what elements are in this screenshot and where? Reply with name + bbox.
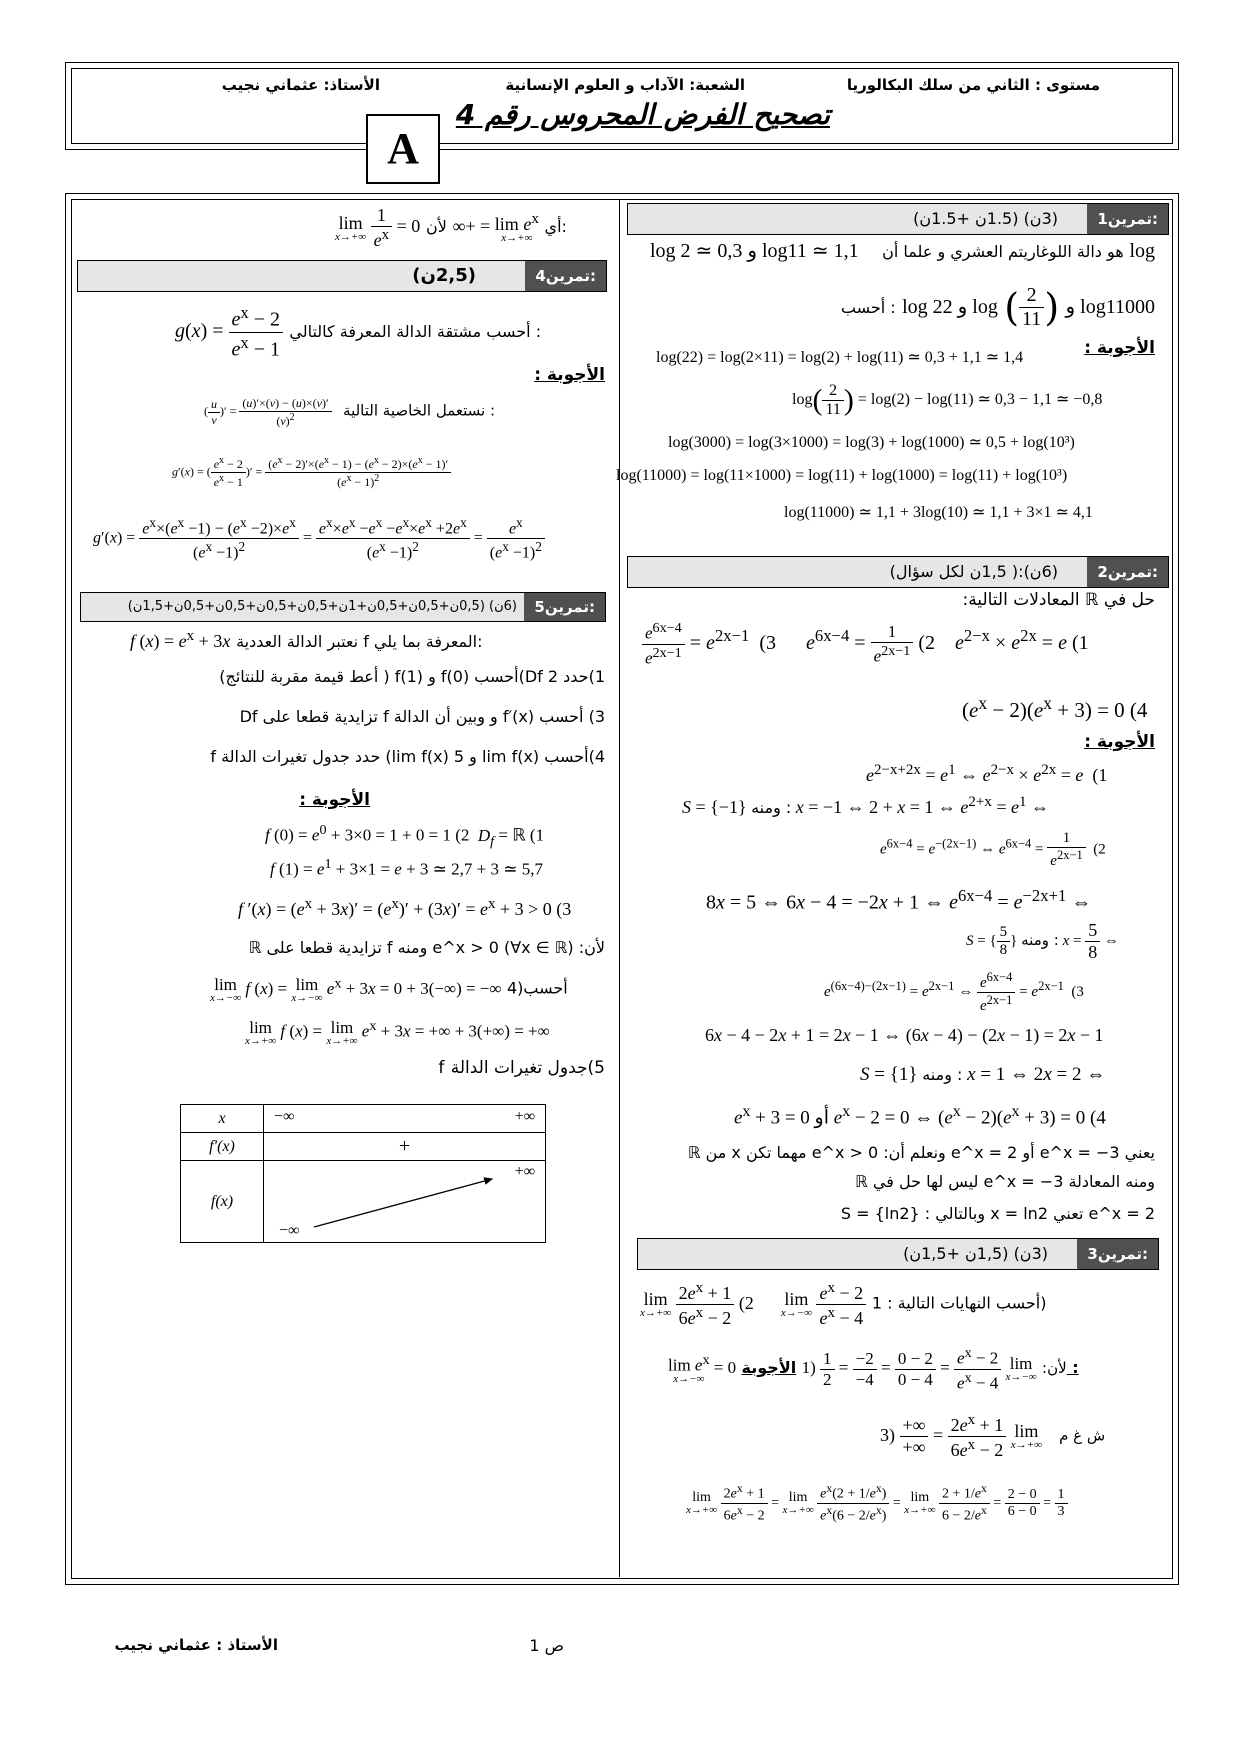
exercise4-bar [77, 260, 607, 292]
ex5-q1: 1)حدد Df 2)أحسب f(0) و f(1) ( أعط قيمة مقربة للنتائج) [219, 667, 605, 686]
exercise2-bar [627, 556, 1169, 588]
branch-label: الشعبة: الآداب و العلوم الإنسانية [505, 76, 745, 94]
exercise3-tag: تمرين3: [1077, 1239, 1158, 1269]
table-row-f-variation [264, 1161, 546, 1243]
ex2-r1a: $e^{2-x+2x} = e^1$ ⇔ $e^{2-x} \times e^{2x} = e$ (1 [866, 762, 1108, 785]
ex2-r2c: S = { $\frac{5}{8}$ } ومنه : x = $\frac{5}{8}$ ⇔ [966, 920, 1119, 962]
exercise2-tag: تمرين2: [1087, 557, 1168, 587]
ex4-property-label: نستعمل الخاصية التالية : [343, 401, 496, 420]
ex5-answers-label: الأجوبة : [299, 790, 370, 810]
ex2-r1b: S = {−1} ومنه : x = −1 ⇔ 2 + x = 1 ⇔ $e^{2+x} = e^1$ ⇔ [682, 794, 1050, 817]
exercise4-tag: تمرين4: [525, 261, 606, 291]
ex1-compute-label: أحسب : [840, 298, 896, 317]
exercise1-points: (3ن) (1.5ن +1.5ن) [913, 209, 1058, 228]
ex5-a5: 5)جدول تغيرات الدالة f [438, 1058, 605, 1078]
table-row-fp-label: f′(x) [181, 1133, 264, 1161]
ex2-and-so-3: ومنه : [922, 1065, 963, 1084]
ex3-answer-1-line: $\lim e^x$ x→−∞ = 0 لأن: lim x→−∞ $\frac{e^x - 2}{e^x - 4}$ = $\frac{0 - 2}{0 - 4}$ = $\frac{-2}{-4}$ = $\frac{1}{2}$ (1 الأجوبة : [668, 1345, 1079, 1393]
table-plus-inf: +∞ [514, 1108, 535, 1125]
left-top-limits: lim x→+∞ $\frac{1}{e^x}$ = 0 أي $\lim e^x$ x→+∞ = +∞ لأن: [335, 205, 567, 250]
ex1-answers-label: الأجوبة : [1084, 338, 1155, 358]
exercise3-points: (3ن) (1,5ن +1,5ن) [903, 1244, 1048, 1263]
ex1-answer-2: = log(2) − log(11) ≃ 0,3 − 1,1 ≃ −0,8 [857, 391, 1103, 409]
ex1-statement: هو دالة اللوغاريتم العشري و علما أن [882, 242, 1124, 261]
exercise5-points: (6ن) (0,5ن+0,5ن+0,5ن+1ن+0,5ن+0,5ن+0,5ن+0,5ن+1,5ن) [127, 599, 517, 614]
exercise4-points: (2,5ن) [412, 265, 476, 286]
ex5-a2: f $(1) = e^1 + 3\times 1 = e + 3$ ≃ 2,7 + 3 ≃ 5,7 [270, 856, 544, 879]
ex2-r2a: $e^{6x-4} = e^{-(2x-1)}$ ⇔ $e^{6x-4}$ = $\frac{1}{e^{2x-1}}$ (2 [880, 830, 1106, 869]
exercise1-tag: تمرين1: [1087, 204, 1168, 234]
ex3-question-line: lim x→+∞ $\frac{2e^x + 1}{6e^x - 2}$ (2 lim x→−∞ $\frac{e^x - 2}{e^x - 4}$ أحسب النهايات التالية : 1) [640, 1280, 1047, 1328]
variation-table [180, 1104, 546, 1243]
ex5-q4: 4)أحسب lim f(x) و lim f(x) 5) حدد جدول تغيرات الدالة f [210, 747, 605, 766]
version-box: A [366, 114, 440, 184]
ex5-a4-line2: lim x→+∞ f (x) = lim x→+∞ $e^x + 3x$ = +∞ + 3(+∞) = +∞ [245, 1017, 550, 1047]
exercise1-bar [627, 203, 1169, 235]
ex3-answer-3-line: lim x→+∞ $\frac{2e^x + 1}{6e^x - 2}$ = lim x→+∞ $\frac{e^x(2 + 1/e^x)}{e^x(6 - 2/e^x)}$ = lim x→+∞ $\frac{2 + 1/e^x}{6 - 2/e^x}$ = $\frac{2 - 0}{6 - 0}$ = $\frac{1}{3}$ [686, 1482, 1068, 1524]
level-label: مستوى : الثاني من سلك البكالوريا [846, 76, 1100, 94]
ex1-answer-4: log(11000) = log(11×1000) = log(11) + log(1000) = log(11) + log(10³) [616, 467, 1068, 484]
ex1-answer-2-line: log( $\frac{2}{11}$ ) = log(2) − log(11) ≃ 0,3 − 1,1 ≃ −0,8 [792, 382, 1103, 418]
ex2-r3b: 6x − 4 − 2x + 1 = 2x − 1 ⇔ (6x − 4) − (2x − 1) = 2x − 1 [705, 1025, 1104, 1045]
ex5-a1: f $(0) = e^0 + 3\times 0 = 1 + 0 = 1$ (2 $D_f$ = ℝ (1 [265, 822, 545, 850]
ex1-answer-1: log(22) = log(2×11) = log(2) + log(11) ≃ 0,3 + 1,1 ≃ 1,4 [656, 349, 1024, 366]
ex1-statement-line: هو دالة اللوغاريتم العشري و علما أن log [882, 240, 1155, 262]
ex3-statement: أحسب النهايات التالية : 1) [871, 1293, 1047, 1313]
ex1-question-line: أحسب : log 22 و log ( $\frac{2}{11}$ ) و log11000 [840, 284, 1155, 330]
table-minus-inf: −∞ [274, 1108, 295, 1125]
exercise3-bar [637, 1238, 1159, 1270]
table-row-f-label: f(x) [181, 1161, 264, 1243]
ex4-answers-label: الأجوبة : [534, 365, 605, 385]
teacher-label: الأستاذ: عثماني نجيب [221, 76, 380, 94]
ex3-indeterminate: ش غ م [1059, 1426, 1106, 1445]
table-row-fp-sign: + [264, 1133, 546, 1161]
table-row-x-values [264, 1105, 546, 1133]
table-row-x-label: x [181, 1105, 264, 1133]
ex2-equations-line: $\frac{e^{6x-4}}{e^{2x-1}}$ = $e^{2x-1}$ (3 $e^{6x-4}$ = $\frac{1}{e^{2x-1}}$ (2 $e^{2-x} \times e^{2x} = e$ (1 [642, 620, 1089, 668]
ex2-r4: $e^x + 3 = 0$ أو $e^x - 2 = 0$ ⇔ $(e^x - 2)(e^x + 3) = 0$ (4 [734, 1103, 1106, 1129]
ex3-answers-label: الأجوبة : [741, 1358, 1079, 1378]
ex2-and-so-2: ومنه : [1021, 930, 1059, 949]
ex2-and-so-1: ومنه : [751, 798, 792, 817]
increasing-arrow [264, 1161, 546, 1243]
ex4-statement: أحسب مشتقة الدالة المعرفة كالتالي : [289, 321, 542, 341]
ex5-a4-line1: lim x→−∞ f (x) = lim x→−∞ $e^x + 3x = 0 + 3(-\infty)$ = −∞ 4)أحسب [210, 974, 568, 1004]
ex5-statement: نعتبر الدالة العددية f المعرفة بما يلي: [236, 632, 483, 651]
ex2-r2b: 8x = 5 ⇔ 6x − 4 = −2x + 1 ⇔ $e^{6x-4} = e^{-2x+1}$ ⇔ [706, 886, 1092, 914]
ex2-statement: حل في ℝ المعادلات التالية: [962, 590, 1155, 610]
left-ie-label: أي [544, 217, 562, 237]
ex4-derivation-1: g′(x) = ( $\frac{e^x - 2}{e^x - 1}$ )′ = $\frac{(e^x - 2)'\times(e^x - 1) - (e^x - 2)\times(e^x - 1)'}{(e^x - 1)^2}$ [172, 455, 451, 490]
ex2-r4a: يعني e^x = −3 أو e^x = 2 ونعلم أن: e^x > 0 مهما تكن x من ℝ [687, 1143, 1155, 1162]
ex1-answer-5: log(11000) ≃ 1,1 + 3log(10) ≃ 1,1 + 3×1 ≃ 4,1 [784, 504, 1093, 521]
left-because-label: لأن: [426, 217, 567, 237]
table-f-plus-inf: +∞ [514, 1163, 535, 1180]
ex2-equation-4: $(e^x - 2)(e^x + 3) = 0$ (4 [962, 693, 1148, 722]
column-divider [619, 199, 620, 1577]
ex1-given: log 2 ≃ 0,3 و log11 ≃ 1,1 [650, 240, 859, 262]
footer-page-number: ص 1 [529, 1636, 564, 1655]
ex2-r4c: e^x = 2 تعني x = ln2 وبالتالي : S = {ln2} [840, 1204, 1155, 1223]
ex2-answers-label: الأجوبة : [1084, 732, 1155, 752]
ex5-q3: 3) أحسب f′(x) و وبين أن الدالة f تزايدية قطعا على Df [239, 707, 605, 726]
exercise2-points: (6ن):( 1,5ن لكل سؤال) [889, 562, 1058, 581]
ex4-property-line: ( $\frac{u}{v}$ )′ = $\frac{(u)'\times(v) - (u)\times(v)'}{(v)^2}$ نستعمل الخاصية التالية : [204, 396, 496, 428]
exercise5-tag: تمرين5: [524, 593, 605, 621]
ex3-because: لأن: [1042, 1359, 1067, 1378]
ex1-answer-3: log(3000) = log(3×1000) = log(3) + log(1000) ≃ 0,5 + log(10³) [668, 434, 1075, 451]
ex2-r4b: ومنه المعادلة e^x = −3 ليس لها حل في ℝ [855, 1172, 1155, 1191]
ex5-a-because: لأن: e^x > 0 (∀x ∈ ℝ) ومنه f تزايدية قطعا على ℝ [248, 938, 605, 957]
ex5-a4-label: 4)أحسب [506, 978, 568, 998]
ex2-r3a: $e^{(6x-4)-(2x-1)} = e^{2x-1}$ ⇔ $\frac{e^{6x-4}}{e^{2x-1}}$ = $e^{2x-1}$ (3 [824, 970, 1084, 1014]
ex4-statement-line: g(x) = $\frac{e^x - 2}{e^x - 1}$ أحسب مشتقة الدالة المعرفة كالتالي : [175, 303, 542, 361]
ex5-a3: f $'(x) = (e^x + 3x)' = (e^x)' + (3x)' = e^x + 3 > 0$ (3 [238, 896, 572, 919]
ex2-r3c: S = {1} ومنه : x = 1 ⇔ 2x = 2 ⇔ [860, 1064, 1106, 1085]
table-f-minus-inf: −∞ [279, 1222, 300, 1239]
ex4-derivation-2: g′(x) = $\frac{e^x\times(e^x -1) - (e^x -2)\times e^x}{(e^x -1)^2}$ = $\frac{e^x\times e^x -e^x -e^x\times e^x +2e^x}{(e^x -1)^2}$ = $\frac{e^x}{(e^x -1)^2}$ [93, 515, 545, 563]
ex5-statement-line: f $(x) = e^x + 3x$ نعتبر الدالة العددية f المعرفة بما يلي: [130, 628, 483, 651]
ex3-answer-2-line: ش غ م lim x→+∞ $\frac{2e^x + 1}{6e^x - 2}$ = $\frac{+\infty}{+\infty}$ (3 [880, 1412, 1106, 1460]
page-title: تصحيح الفرض المحروس رقم 4 [455, 98, 830, 131]
footer-teacher: الأستاذ : عثماني نجيب [114, 1636, 278, 1654]
exercise5-bar [80, 592, 606, 622]
